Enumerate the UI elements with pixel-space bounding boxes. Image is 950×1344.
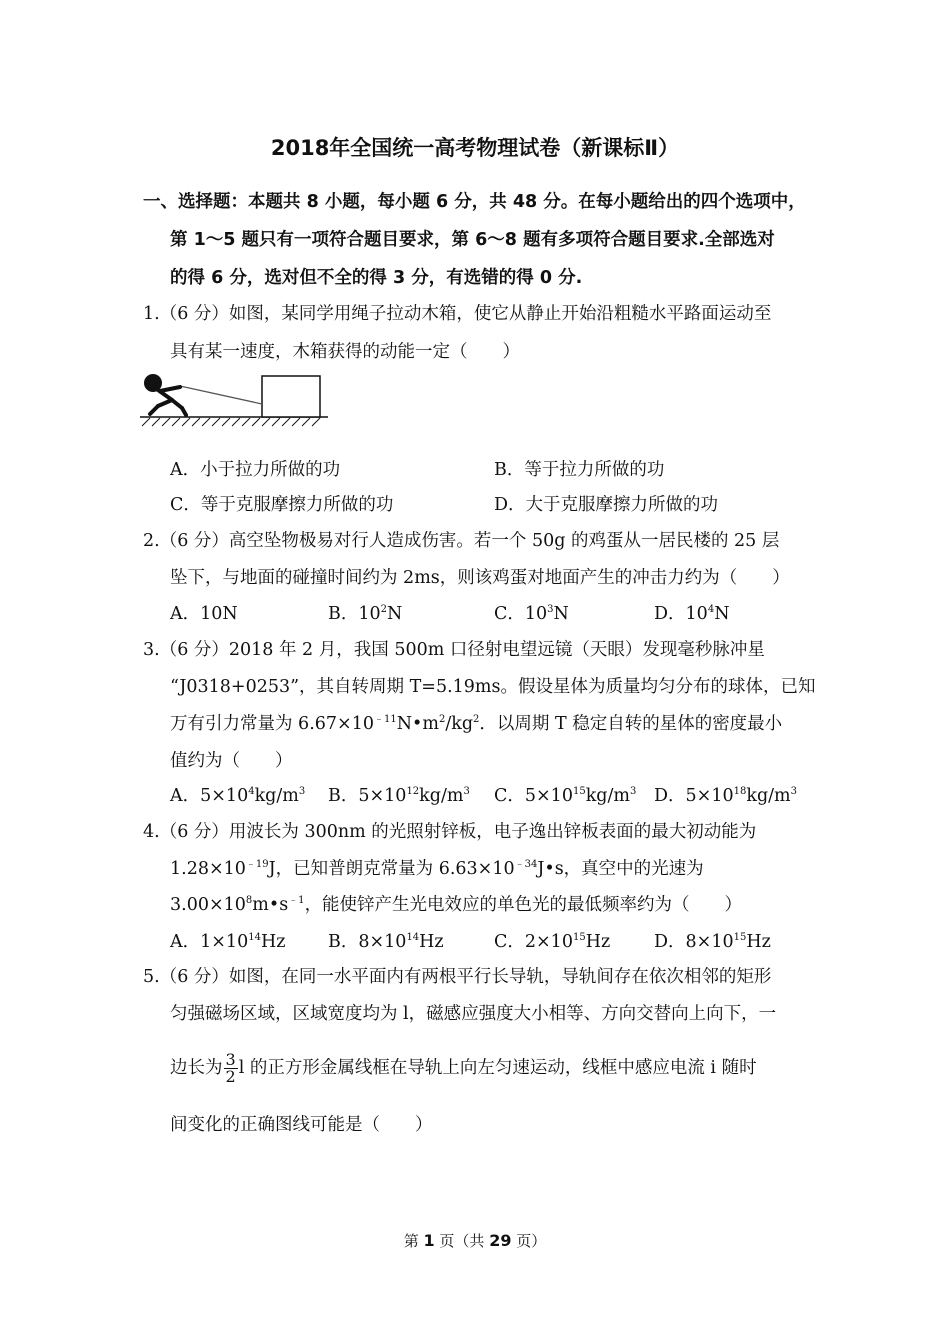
q3-option-a: A．$5\times 10^4kg/m^3$: [170, 786, 306, 806]
page-footer: 第 1 页（共 29 页）: [403, 1231, 547, 1250]
q3-option-d: D．$5\times 10^{18}kg/m^3$: [654, 786, 798, 806]
q2-text-line-1: 2.（6 分）高空坠物极易对行人造成伤害。若一个 50g 的鸡蛋从一居民楼的 25 层: [143, 531, 780, 551]
q1-option-c: C．等于克服摩擦力所做的功: [170, 495, 394, 515]
q2-option-b: B．$10^2N$: [328, 604, 403, 624]
q4-option-b: B．$8\times 10^{14}Hz$: [328, 932, 444, 952]
q1-text-line-2: 具有某一速度，木箱获得的动能一定（ ）: [170, 342, 520, 362]
q4-option-a: A．$1\times 10^{14}Hz$: [170, 932, 286, 952]
q4-option-c: C．$2\times 10^{15}Hz$: [494, 932, 611, 952]
q2-text-line-2: 坠下，与地面的碰撞时间约为 2ms，则该鸡蛋对地面产生的冲击力约为（ ）: [170, 568, 790, 588]
q3-option-c: C．$5\times 10^{15}kg/m^3$: [494, 786, 637, 806]
q3-text-line-1: 3.（6 分）2018 年 2 月，我国 500m 口径射电望远镜（天眼）发现毫秒脉冲星: [143, 640, 765, 660]
q5-text-line-3: 边长为 $\frac{3}{2}$ l 的正方形金属线框在导轨上向左匀速运动，线框中感应电流 i 随时: [170, 1050, 757, 1086]
q1-option-a: A．小于拉力所做的功: [170, 460, 341, 480]
q1-option-d: D．大于克服摩擦力所做的功: [494, 495, 719, 515]
section-heading-line-3: 的得 6 分，选对但不全的得 3 分，有选错的得 0 分.: [170, 268, 583, 288]
q4-text-line-3: $3.00\times 10^8m•s^{﹣1}$，能使锌产生光电效应的单色光的最低频率约为（ ）: [170, 895, 743, 915]
q3-text-line-4: 值约为（ ）: [170, 751, 293, 771]
q5-text-line-2: 匀强磁场区域，区域宽度均为 l，磁感应强度大小相等、方向交替向上向下，一: [170, 1004, 777, 1024]
q3-text-line-3: 万有引力常量为 $6.67\times 10^{﹣11}N•m^2/kg^2$．以周期 T 稳定自转的星体的密度最小: [170, 714, 783, 734]
q5-text-line-1: 5.（6 分）如图，在同一水平面内有两根平行长导轨，导轨间存在依次相邻的矩形: [143, 967, 772, 987]
q5-text-line-4: 间变化的正确图线可能是（ ）: [170, 1115, 433, 1135]
q2-option-a: A．10N: [170, 604, 238, 624]
q1-option-b: B．等于拉力所做的功: [494, 460, 665, 480]
q3-option-b: B．$5\times 10^{12}kg/m^3$: [328, 786, 470, 806]
page-title: 2018年全国统一高考物理试卷（新课标Ⅱ）: [270, 136, 680, 160]
q1-figure-person-pulling-box: [138, 370, 338, 432]
q1-text-line-1: 1.（6 分）如图，某同学用绳子拉动木箱，使它从静止开始沿粗糙水平路面运动至: [143, 304, 772, 324]
q4-option-d: D．$8\times 10^{15}Hz$: [654, 932, 771, 952]
section-heading-line-1: 一、选择题：本题共 8 小题，每小题 6 分，共 48 分。在每小题给出的四个选项中，: [143, 192, 806, 212]
fraction-three-halves: $\frac{3}{2}$: [225, 1050, 236, 1086]
section-heading-line-2: 第 1～5 题只有一项符合题目要求，第 6～8 题有多项符合题目要求.全部选对: [170, 230, 775, 250]
q2-option-c: C．$10^3N$: [494, 604, 569, 624]
q4-text-line-1: 4.（6 分）用波长为 300nm 的光照射锌板，电子逸出锌板表面的最大初动能为: [143, 822, 757, 842]
q3-text-line-2: “J0318+0253”，其自转周期 T=5.19ms。假设星体为质量均匀分布的球体，已知: [170, 677, 816, 697]
q2-option-d: D．$10^4N$: [654, 604, 730, 624]
q4-text-line-2: $1.28\times 10^{﹣19}J$，已知普朗克常量为 $6.63\times 10^{﹣34}J•s$，真空中的光速为: [170, 859, 704, 879]
